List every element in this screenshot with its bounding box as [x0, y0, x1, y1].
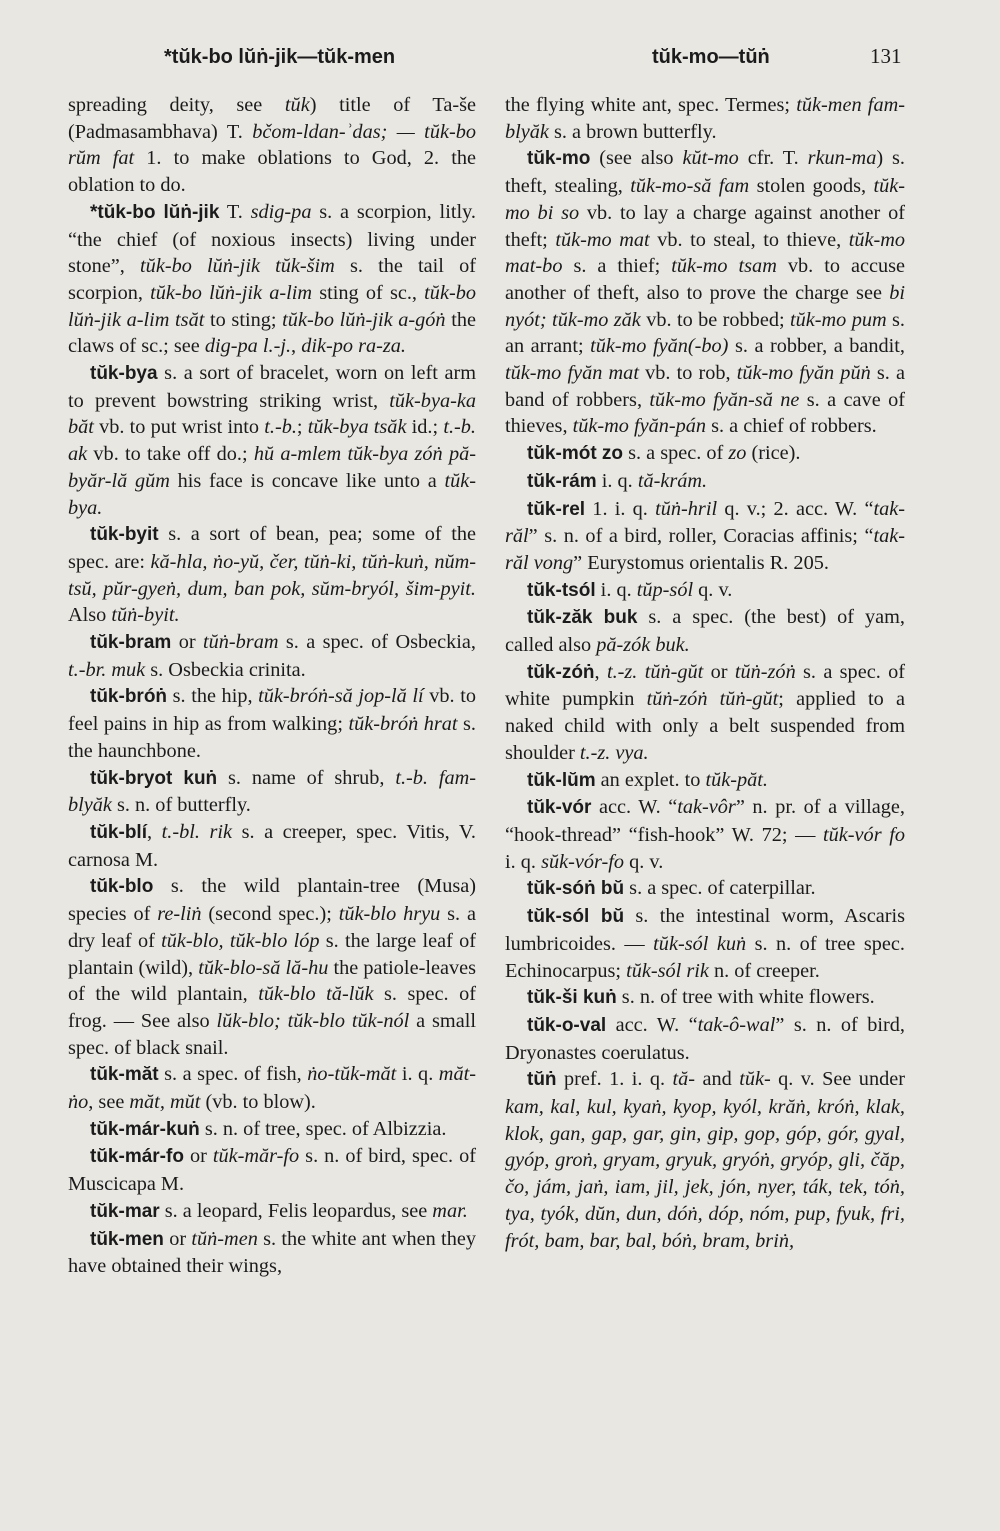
dictionary-entry: tŭk-zóṅ, t.-z. tŭṅ-gŭt or tŭṅ-zóṅ s. a spec. of white pumpkin tŭṅ-zóṅ tŭṅ-gŭt; applied to a naked child with only a belt suspended from shoulder t.-z. vya.	[505, 660, 906, 764]
dictionary-entry: the flying white ant, spec. Termes; tŭk-men fam-blyăk s. a brown butterfly.	[505, 94, 905, 143]
dictionary-entry: tŭk-ši kuṅ s. n. of tree with white flowers.	[527, 986, 875, 1009]
page-header	[0, 42, 1000, 78]
dictionary-entry: tŭk-bryot kuṅ s. name of shrub, t.-b. fam-blyăk s. n. of butterfly.	[68, 766, 477, 817]
dictionary-entry: tŭk-byit s. a sort of bean, pea; some of the spec. are: kă-hla, ṅo-yŭ, čer, tŭṅ-ki, tŭṅ-kuṅ, nŭm-tsŭ, pŭr-gyeṅ, dum, ban pok, sŭm-bryól, šim-pyit. Also tŭṅ-byit.	[68, 523, 477, 627]
dictionary-entry: tŭk-bram or tŭṅ-bram s. a spec. of Osbeckia, t.-br. muk s. Osbeckia crinita.	[68, 631, 476, 681]
right-column	[505, 92, 905, 1254]
dictionary-entry: tŭk-mót zo s. a spec. of zo (rice).	[527, 442, 801, 465]
dictionary-entry: tŭk-o-val acc. W. “tak-ô-wal” s. n. of bird, Dryonastes coerulatus.	[505, 1013, 905, 1064]
dictionary-entry: tŭk-măt s. a spec. of fish, ṅo-tŭk-măt i. q. măt-ṅo, see măt, mŭt (vb. to blow).	[68, 1063, 476, 1114]
dictionary-entry: tŭk-mar s. a leopard, Felis leopardus, see mar.	[90, 1199, 468, 1222]
dictionary-entry: tŭṅ pref. 1. i. q. tă- and tŭk- q. v. See under kam, kal, kul, kyaṅ, kyop, kyól, krăṅ, króṅ, klak, klok, gan, gap, gar, gin, gip, gop, góp, gór, gyal, gyóp, groṅ, gryam, gryuk, gryóṅ, gryóp, gli, čăp, čo, jám, jaṅ, iam, jil, jek, jón, nyer, ták, tek, tóṅ, tya, tyók, dŭn, dun, dóṅ, dóp, nóm, pup, fyuk, fri, frót, bam, bar, bal, bóṅ, bram, briṅ,	[505, 1068, 905, 1252]
left-running-head: *tŭk-bo lŭṅ-jik—tŭk-men	[164, 46, 396, 68]
dictionary-entry: tŭk-már-fo or tŭk-măr-fo s. n. of bird, spec. of Muscicapa M.	[68, 1145, 476, 1196]
dictionary-entry: tŭk-tsól i. q. tŭp-sól q. v.	[527, 578, 733, 601]
right-running-head: tŭk-mo—tŭṅ	[652, 46, 770, 68]
dictionary-entry: tŭk-sóṅ bŭ s. a spec. of caterpillar.	[527, 877, 816, 900]
dictionary-entry: tŭk-sól bŭ s. the intestinal worm, Ascaris lumbricoides. — tŭk-sól kuṅ s. n. of tree spec. Echinocarpus; tŭk-sól rik n. of creeper.	[505, 905, 905, 982]
dictionary-entry: tŭk-lŭm an explet. to tŭk-păt.	[527, 768, 768, 791]
dictionary-entry: tŭk-mo (see also kŭt-mo cfr. T. rkun-ma) s. theft, stealing, tŭk-mo-să fam stolen goods, tŭk-mo bi so vb. to lay a charge against another of theft; tŭk-mo mat vb. to steal, to thieve, tŭk-mo mat-bo s. a thief; tŭk-mo tsam vb. to accuse another of theft, also to prove the charge see bi nyót; tŭk-mo zăk vb. to be robbed; tŭk-mo pum s. an arrant; tŭk-mo fyăn(-bo) s. a robber, a bandit, tŭk-mo fyăn mat vb. to rob, tŭk-mo fyăn pŭṅ s. a band of robbers, tŭk-mo fyăn-să ne s. a cave of thieves, tŭk-mo fyăn-pán s. a chief of robbers.	[505, 147, 906, 438]
dictionary-entry: tŭk-bya s. a sort of bracelet, worn on left arm to prevent bowstring striking wrist, tŭk-bya-ka băt vb. to put wrist into t.-b.; tŭk-bya tsăk id.; t.-b. ak vb. to take off do.; hŭ a-mlem tŭk-bya zóṅ pă-byăr-lă gŭm his face is concave like unto a tŭk-bya.	[68, 362, 476, 519]
dictionary-entry: spreading deity, see tŭk) title of Ta-še (Padmasambhava) T. bčom-ldan-ʾdas; — tŭk-bo rŭm fat 1. to make oblations to God, 2. the oblation to do.	[68, 94, 477, 197]
dictionary-entry: tŭk-rám i. q. tă-krám.	[527, 469, 708, 492]
dictionary-entry: tŭk-blí, t.-bl. rik s. a creeper, spec. Vitis, V. carnosa M.	[68, 820, 476, 871]
dictionary-entry: tŭk-men or tŭṅ-men s. the white ant when they have obtained their wings,	[68, 1227, 476, 1278]
dictionary-entry: tŭk-bróṅ s. the hip, tŭk-bróṅ-să jop-lă lí vb. to feel pains in hip as from walking; tŭk-bróṅ hrat s. the haunchbone.	[68, 685, 476, 762]
dictionary-entry: *tŭk-bo lŭṅ-jik T. sdig-pa s. a scorpion, litly. “the chief (of noxious insects) living under stone”, tŭk-bo lŭṅ-jik tŭk-šim s. the tail of scorpion, tŭk-bo lŭṅ-jik a-lim sting of sc., tŭk-bo lŭṅ-jik a-lim tsăt to sting; tŭk-bo lŭṅ-jik a-góṅ the claws of sc.; see dig-pa l.-j., dik-po ra-za.	[68, 200, 476, 358]
left-column	[68, 92, 476, 1280]
dictionary-entry: tŭk-zăk buk s. a spec. (the best) of yam, called also pă-zók buk.	[505, 606, 905, 657]
dictionary-entry: tŭk-már-kuṅ s. n. of tree, spec. of Albizzia.	[90, 1117, 447, 1140]
page-number: 131	[870, 44, 902, 68]
dictionary-entry: tŭk-rel 1. i. q. tŭṅ-hril q. v.; 2. acc. W. “tak-răl” s. n. of a bird, roller, Coracias affinis; “tak-răl vong” Eurystomus orientalis R. 205.	[505, 497, 905, 574]
dictionary-entry: tŭk-blo s. the wild plantain-tree (Musa) species of re-liṅ (second spec.); tŭk-blo hryu s. a dry leaf of tŭk-blo, tŭk-blo lóp s. the large leaf of plantain (wild), tŭk-blo-să lă-hu the patiole-leaves of the wild plantain, tŭk-blo tă-lŭk s. spec. of frog. — See also lŭk-blo; tŭk-blo tŭk-nól a small spec. of black snail.	[68, 875, 477, 1059]
dictionary-entry: tŭk-vór acc. W. “tak-vôr” n. pr. of a village, “hook-thread” “fish-hook” W. 72; — tŭk-vór fo i. q. sŭk-vór-fo q. v.	[505, 796, 905, 873]
